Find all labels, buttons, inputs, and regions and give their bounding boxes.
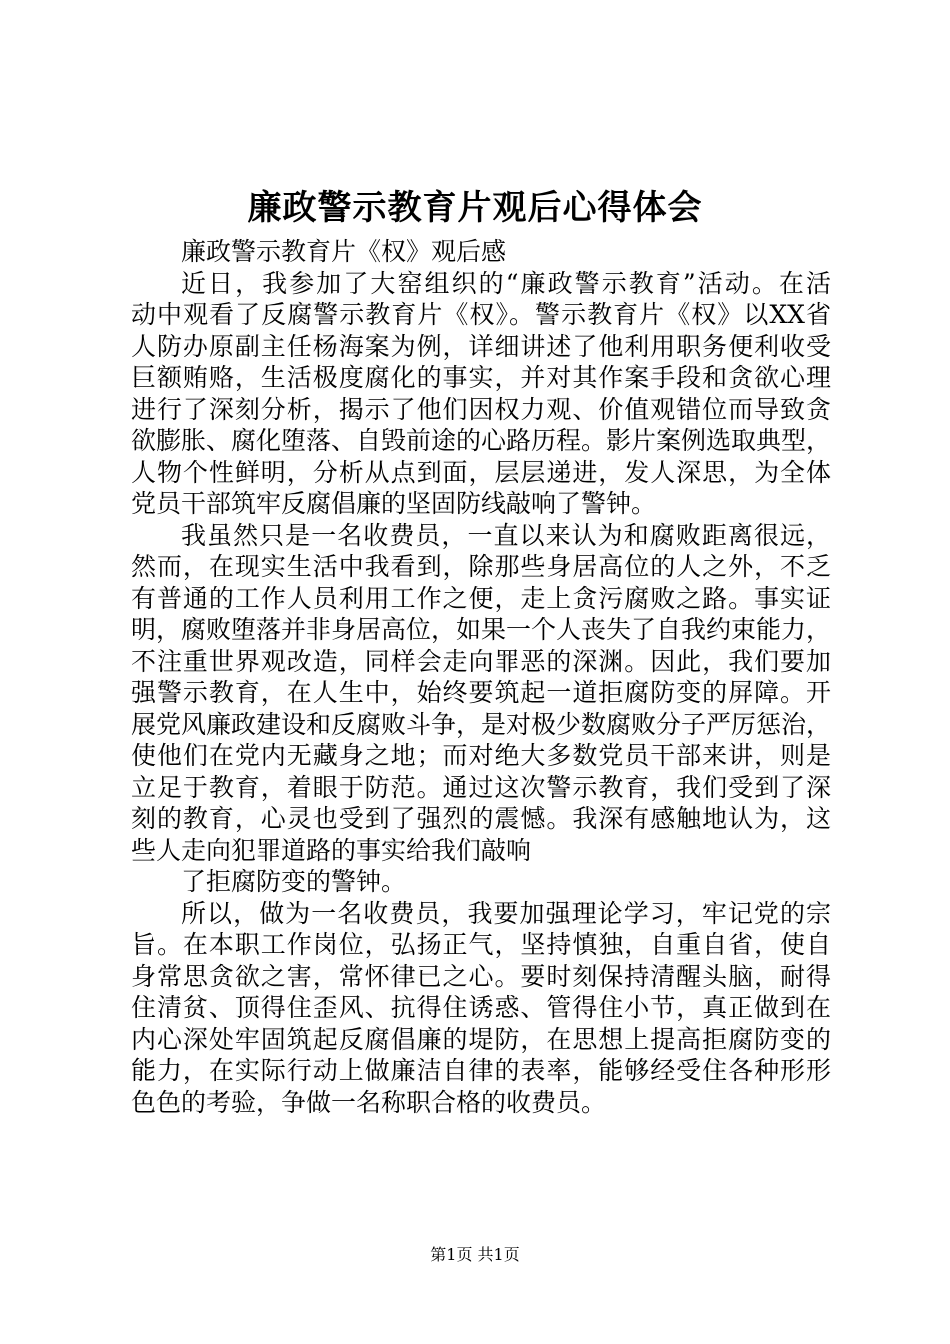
page-footer: 第1页 共1页	[430, 1245, 520, 1264]
body-line: 能力，在实际行动上做廉洁自律的表率，能够经受住各种形形	[131, 1056, 831, 1085]
body-line: 动中观看了反腐警示教育片《权》。警示教育片《权》以XX省	[131, 300, 831, 329]
body-line: 明，腐败堕落并非身居高位，如果一个人丧失了自我约束能力，	[131, 615, 832, 644]
body-line: 住清贫、顶得住歪风、抗得住诱惑、管得住小节，真正做到在	[131, 993, 831, 1022]
document-body	[131, 236, 831, 1118]
body-line: 人防办原副主任杨海案为例，详细讲述了他利用职务便利收受	[131, 331, 831, 361]
body-line: 旨。在本职工作岗位，弘扬正气，坚持慎独，自重自省，使自	[131, 930, 831, 959]
body-line: 欲膨胀、腐化堕落、自毁前途的心路历程。影片案例选取典型，	[131, 426, 832, 455]
body-line: 展党风廉政建设和反腐败斗争，是对极少数腐败分子严厉惩治，	[131, 709, 832, 739]
body-line: 我虽然只是一名收费员，一直以来认为和腐败距离很远，	[181, 520, 831, 550]
body-line: 强警示教育，在人生中，始终要筑起一道拒腐防变的屏障。开	[131, 678, 831, 707]
body-line: 不注重世界观改造，同样会走向罪恶的深渊。因此，我们要加	[131, 646, 831, 676]
body-line: 内心深处牢固筑起反腐倡廉的堤防，在思想上提高拒腐防变的	[131, 1024, 831, 1054]
body-line: 然而，在现实生活中我看到，除那些身居高位的人之外，不乏	[131, 552, 831, 581]
body-line: 使他们在党内无藏身之地；而对绝大多数党员干部来讲，则是	[131, 741, 831, 770]
body-line: 廉政警示教育片《权》观后感	[181, 237, 507, 266]
body-line: 近日，我参加了大窑组织的“廉政警示教育”活动。在活	[181, 268, 831, 298]
body-line: 巨额贿赂，生活极度腐化的事实，并对其作案手段和贪欲心理	[131, 363, 831, 392]
body-line: 刻的教育，心灵也受到了强烈的震憾。我深有感触地认为，这	[131, 804, 831, 833]
body-line: 人物个性鲜明，分析从点到面，层层递进，发人深思，为全体	[131, 457, 831, 487]
body-line: 党员干部筑牢反腐倡廉的坚固防线敲响了警钟。	[131, 489, 657, 518]
body-line: 有普通的工作人员利用工作之便，走上贪污腐败之路。事实证	[131, 583, 831, 613]
body-line: 些人走向犯罪道路的事实给我们敲响	[131, 835, 532, 865]
body-line: 身常思贪欲之害，常怀律已之心。要时刻保持清醒头脑，耐得	[131, 961, 831, 991]
body-line: 了拒腐防变的警钟。	[181, 867, 407, 896]
body-line: 色色的考验，争做一名称职合格的收费员。	[131, 1087, 607, 1117]
body-line: 立足于教育，着眼于防范。通过这次警示教育，我们受到了深	[131, 772, 831, 802]
document-title: 廉政警示教育片观后心得体会	[247, 188, 703, 228]
body-line: 所以，做为一名收费员，我要加强理论学习，牢记党的宗	[181, 898, 831, 928]
body-line: 进行了深刻分析，揭示了他们因权力观、价值观错位而导致贪	[131, 394, 831, 424]
